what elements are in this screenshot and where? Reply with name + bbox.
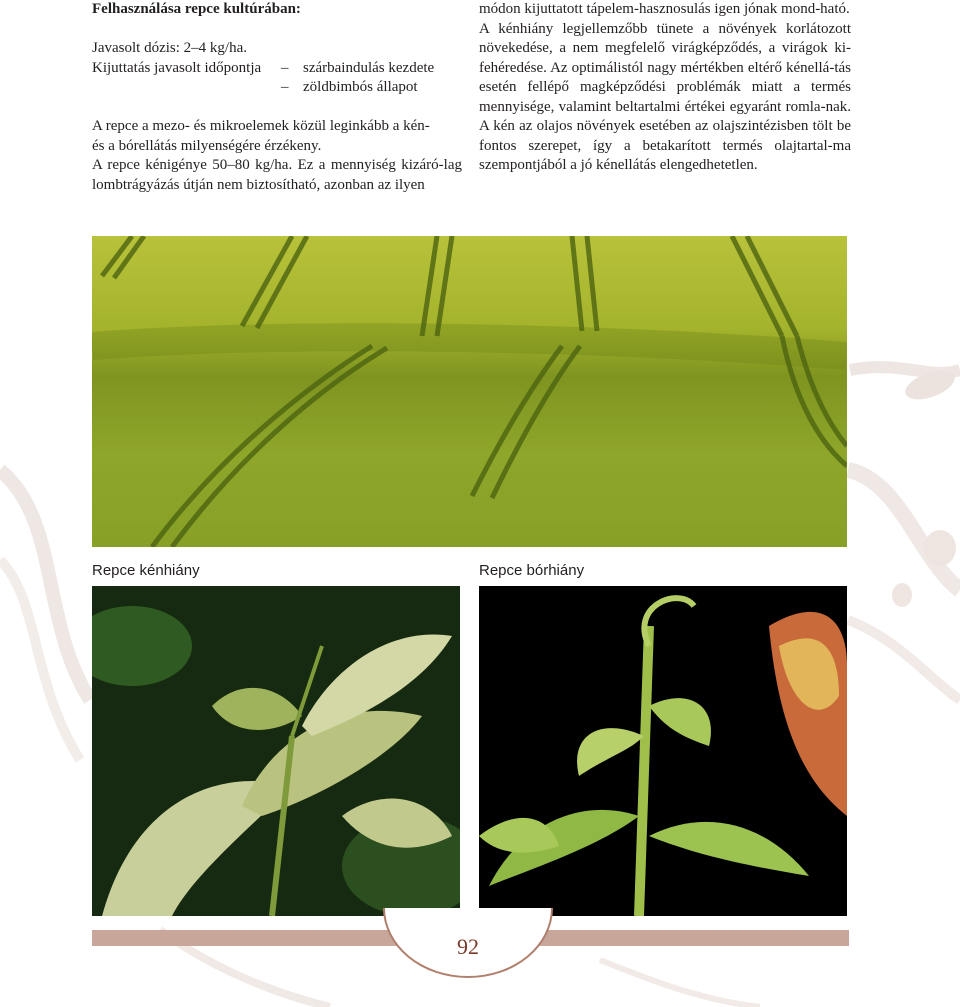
timing-value-1: szárbaindulás kezdete <box>303 59 435 76</box>
timing-row-1 <box>92 59 462 79</box>
left-text-column <box>92 0 462 195</box>
right-text-column <box>479 0 851 176</box>
caption-sulfur-deficiency: Repce kénhiány <box>92 562 200 579</box>
paragraph: A repce kénigénye 50–80 kg/ha. Ez a mennyiség kizáró-lag lombtrágyázás útján nem biztosítható, azonban az ilyen <box>92 157 462 193</box>
paragraph-line: A repce a mezo- és mikroelemek közül leginkább a kén- <box>92 118 430 134</box>
timing-dash: – <box>281 59 289 76</box>
dose-text: Javasolt dózis: 2–4 kg/ha. <box>92 40 247 56</box>
sulfur-deficiency-photo <box>92 586 460 916</box>
timing-dash: – <box>281 79 289 95</box>
rapeseed-field-photo <box>92 236 847 547</box>
timing-value-2: zöldbimbós állapot <box>303 79 418 95</box>
paragraph: módon kijuttatott tápelem-hasznosulás igen jónak mond-ható. <box>479 1 850 17</box>
timing-row-2 <box>92 78 462 98</box>
section-heading: Felhasználása repce kultúrában: <box>92 1 301 17</box>
boron-deficiency-photo <box>479 586 847 916</box>
paragraph-line: és a bórellátás milyenségére érzékeny. <box>92 137 322 154</box>
caption-boron-deficiency: Repce bórhiány <box>479 562 585 579</box>
paragraph: A kénhiány legjellemzőbb tünete a növények korlátozott növekedése, a nem megfelelő virágképződés, a virágok ki-fehéredése. Az optimálistól nagy mértékben eltérő kénellá-tás esetén fellépő magképződési problémák miatt a termés mennyisége, valamint beltartalmi értékei egyaránt romla-nak. A kén az olajos növények esetében az olajszintézisben tölt be fontos szerepet, így a betakarított termés olajtartal-ma szempontjából a jó kénellátás elengedhetetlen. <box>479 20 851 173</box>
timing-label: Kijuttatás javasolt időpontja <box>92 59 262 76</box>
page-number: 92 <box>457 934 479 959</box>
